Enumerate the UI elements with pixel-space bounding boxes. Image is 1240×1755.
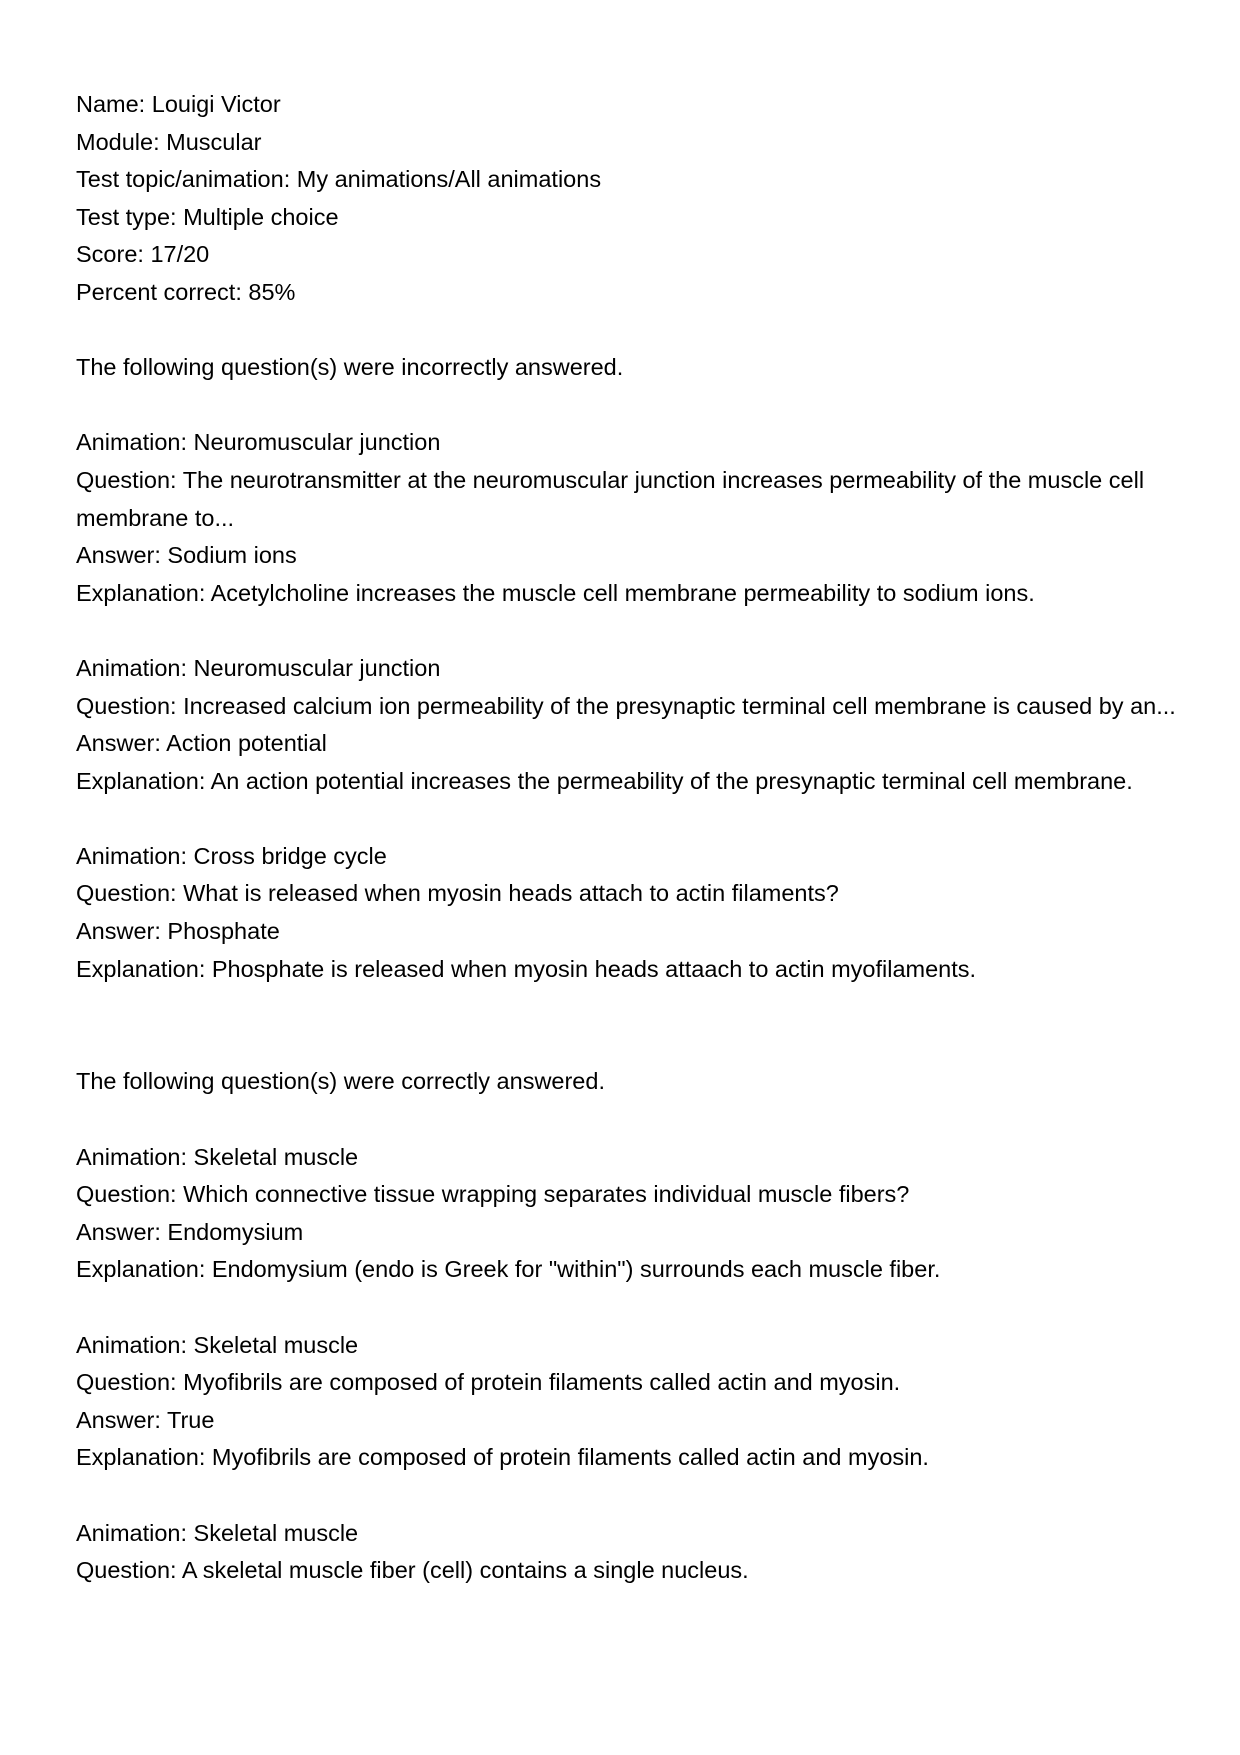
entry-answer: Answer: Endomysium	[76, 1218, 304, 1245]
spacer	[76, 1477, 1186, 1515]
entry-explanation: Explanation: Myofibrils are composed of protein filaments called actin and myosin.	[76, 1444, 929, 1471]
entry-question: Question: Increased calcium ion permeability of the presynaptic terminal cell membrane is caused by an...	[76, 692, 1176, 719]
question-entry	[76, 1327, 1186, 1477]
question-entry	[76, 650, 1186, 800]
entry-animation: Animation: Neuromuscular junction	[76, 429, 441, 456]
spacer	[76, 1101, 1186, 1139]
module-name: Module: Muscular	[76, 128, 262, 155]
spacer	[76, 612, 1186, 650]
entry-explanation: Explanation: Endomysium (endo is Greek for "within") surrounds each muscle fiber.	[76, 1256, 941, 1283]
entry-question: Question: The neurotransmitter at the neuromuscular junction increases permeability of the muscle cell membrane to...	[76, 466, 1151, 531]
entry-explanation: Explanation: An action potential increases the permeability of the presynaptic terminal cell membrane.	[76, 767, 1133, 794]
entry-answer: Answer: Action potential	[76, 730, 327, 757]
entry-question: Question: A skeletal muscle fiber (cell) contains a single nucleus.	[76, 1557, 749, 1584]
report-header	[76, 86, 1186, 312]
question-entry	[76, 424, 1186, 612]
entry-animation: Animation: Cross bridge cycle	[76, 842, 387, 869]
entry-answer: Answer: True	[76, 1406, 215, 1433]
entry-question: Question: Myofibrils are composed of protein filaments called actin and myosin.	[76, 1369, 901, 1396]
entry-animation: Animation: Skeletal muscle	[76, 1519, 359, 1546]
percent-correct: Percent correct: 85%	[76, 278, 296, 305]
correct-heading: The following question(s) were correctly answered.	[76, 1068, 605, 1095]
quiz-report	[76, 86, 1186, 1590]
entry-animation: Animation: Neuromuscular junction	[76, 654, 441, 681]
spacer	[76, 1289, 1186, 1327]
entry-animation: Animation: Skeletal muscle	[76, 1143, 359, 1170]
entry-explanation: Explanation: Acetylcholine increases the muscle cell membrane permeability to sodium ions.	[76, 579, 1035, 606]
test-type: Test type: Multiple choice	[76, 203, 339, 230]
entry-explanation: Explanation: Phosphate is released when myosin heads attaach to actin myofilaments.	[76, 955, 977, 982]
score: Score: 17/20	[76, 241, 210, 268]
student-name: Name: Louigi Victor	[76, 91, 281, 117]
spacer	[76, 988, 1186, 1063]
incorrect-heading: The following question(s) were incorrectly answered.	[76, 354, 624, 381]
entry-answer: Answer: Phosphate	[76, 918, 280, 945]
question-entry	[76, 1515, 1186, 1590]
entry-answer: Answer: Sodium ions	[76, 542, 297, 569]
question-entry	[76, 838, 1186, 988]
spacer	[76, 312, 1186, 350]
spacer	[76, 800, 1186, 838]
question-entry	[76, 1139, 1186, 1289]
test-topic: Test topic/animation: My animations/All animations	[76, 166, 602, 193]
spacer	[76, 387, 1186, 425]
entry-question: Question: What is released when myosin heads attach to actin filaments?	[76, 880, 839, 907]
entry-question: Question: Which connective tissue wrapping separates individual muscle fibers?	[76, 1181, 910, 1208]
entry-animation: Animation: Skeletal muscle	[76, 1331, 359, 1358]
